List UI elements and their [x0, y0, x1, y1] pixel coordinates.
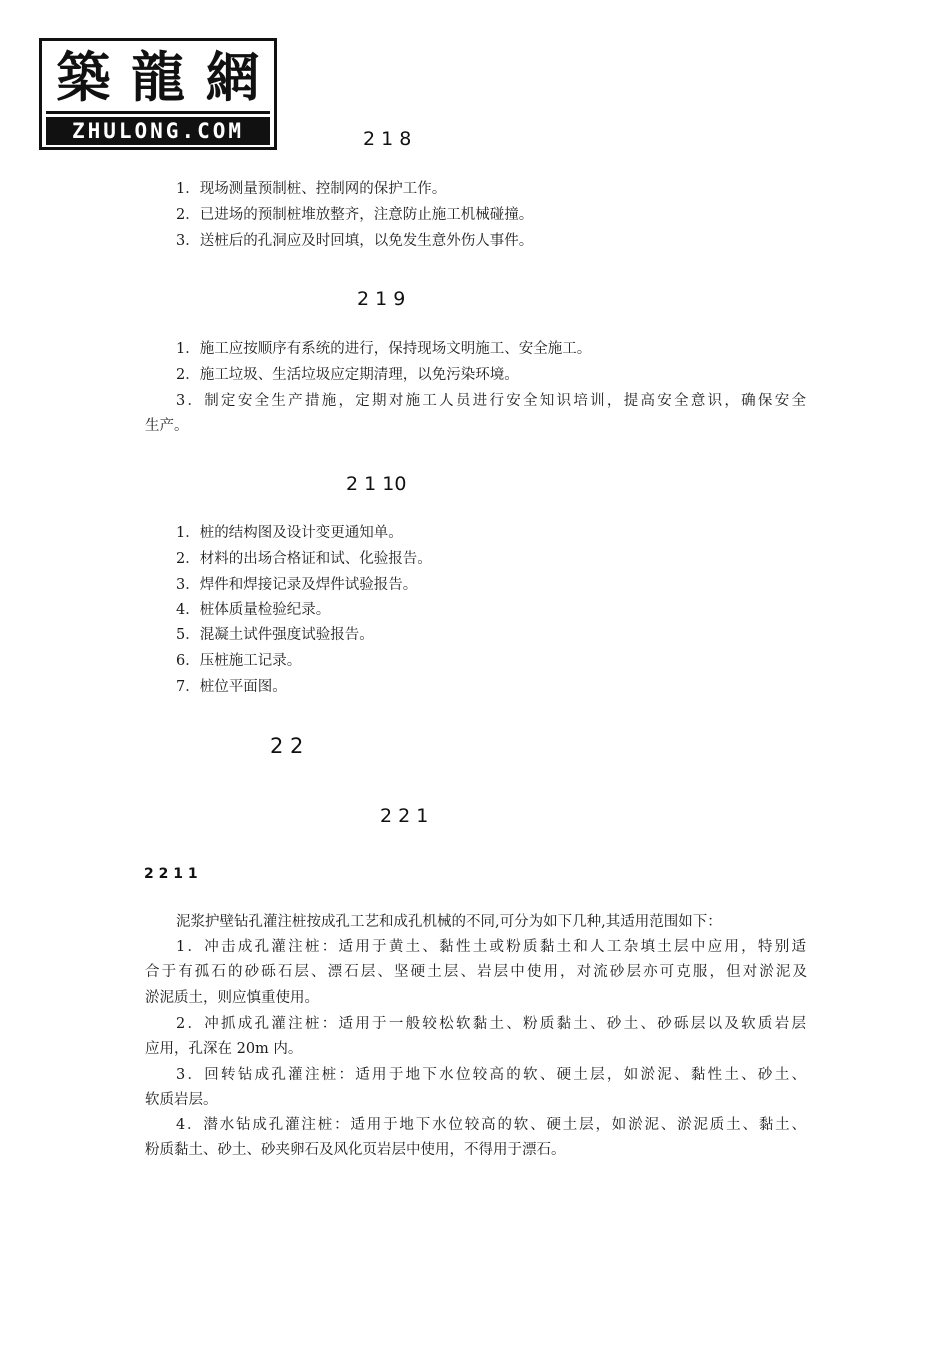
section-heading: 2 1 10: [346, 473, 407, 495]
list-item-continuation: 生产。: [145, 418, 189, 434]
list-item: 5．混凝土试件强度试验报告。: [176, 627, 374, 643]
zhulong-logo: [39, 38, 277, 150]
paragraph-line: 软质岩层。: [145, 1092, 218, 1108]
list-item: 2．施工垃圾、生活垃圾应定期清理，以免污染环境。: [176, 367, 519, 383]
section-heading: 2 2 1: [380, 805, 429, 827]
logo-char: 網: [205, 46, 260, 109]
list-item: 2．已进场的预制桩堆放整齐，注意防止施工机械碰撞。: [176, 207, 534, 223]
paragraph-line: 1．冲击成孔灌注桩：适用于黄土、黏性土或粉质黏土和人工杂填土层中应用，特别适: [176, 939, 806, 955]
paragraph-line: 4．潜水钻成孔灌注桩：适用于地下水位较高的软、硬土层，如淤泥、淤泥质土、黏土、: [176, 1117, 806, 1133]
logo-char: 築: [56, 46, 111, 109]
list-item: 3．送桩后的孔洞应及时回填，以免发生意外伤人事件。: [176, 233, 534, 249]
paragraph-line: 合于有孤石的砂砾石层、漂石层、坚硬土层、岩层中使用，对流砂层亦可克服，但对淤泥及: [145, 964, 807, 980]
logo-char: 龍: [130, 46, 185, 109]
list-item: 1．施工应按顺序有系统的进行，保持现场文明施工、安全施工。: [176, 341, 592, 357]
paragraph-intro: 泥浆护壁钻孔灌注桩按成孔工艺和成孔机械的不同,可分为如下几种,其适用范围如下：: [176, 914, 722, 930]
chapter-heading: 2 2: [270, 734, 304, 758]
logo-chars: [46, 45, 270, 114]
list-item: 2．材料的出场合格证和试、化验报告。: [176, 551, 432, 567]
paragraph-line: 粉质黏土、砂土、砂夹卵石及风化页岩层中使用，不得用于漂石。: [145, 1142, 566, 1158]
list-item: 7．桩位平面图。: [176, 679, 287, 695]
list-item: 6．压桩施工记录。: [176, 653, 302, 669]
list-item: 1．现场测量预制桩、控制网的保护工作。: [176, 181, 447, 197]
logo-url: ZHULONG.COM: [46, 117, 270, 145]
paragraph-line: 淤泥质土，则应慎重使用。: [145, 990, 319, 1006]
paragraph-line: 应用，孔深在 20m 内。: [145, 1041, 303, 1057]
list-item: 1．桩的结构图及设计变更通知单。: [176, 525, 403, 541]
list-item: 3．制定安全生产措施，定期对施工人员进行安全知识培训，提高安全意识，确保安全: [176, 393, 806, 409]
list-item: 4．桩体质量检验纪录。: [176, 602, 331, 618]
section-heading: 2 1 9: [357, 288, 406, 310]
paragraph-line: 2．冲抓成孔灌注桩：适用于一般较松软黏土、粉质黏土、砂土、砂砾层以及软质岩层: [176, 1016, 806, 1032]
list-item: 3．焊件和焊接记录及焊件试验报告。: [176, 577, 418, 593]
subsection-heading: 2 2 1 1: [144, 866, 198, 882]
section-heading: 2 1 8: [363, 128, 412, 150]
paragraph-line: 3．回转钻成孔灌注桩：适用于地下水位较高的软、硬土层，如淤泥、黏性土、砂土、: [176, 1067, 806, 1083]
